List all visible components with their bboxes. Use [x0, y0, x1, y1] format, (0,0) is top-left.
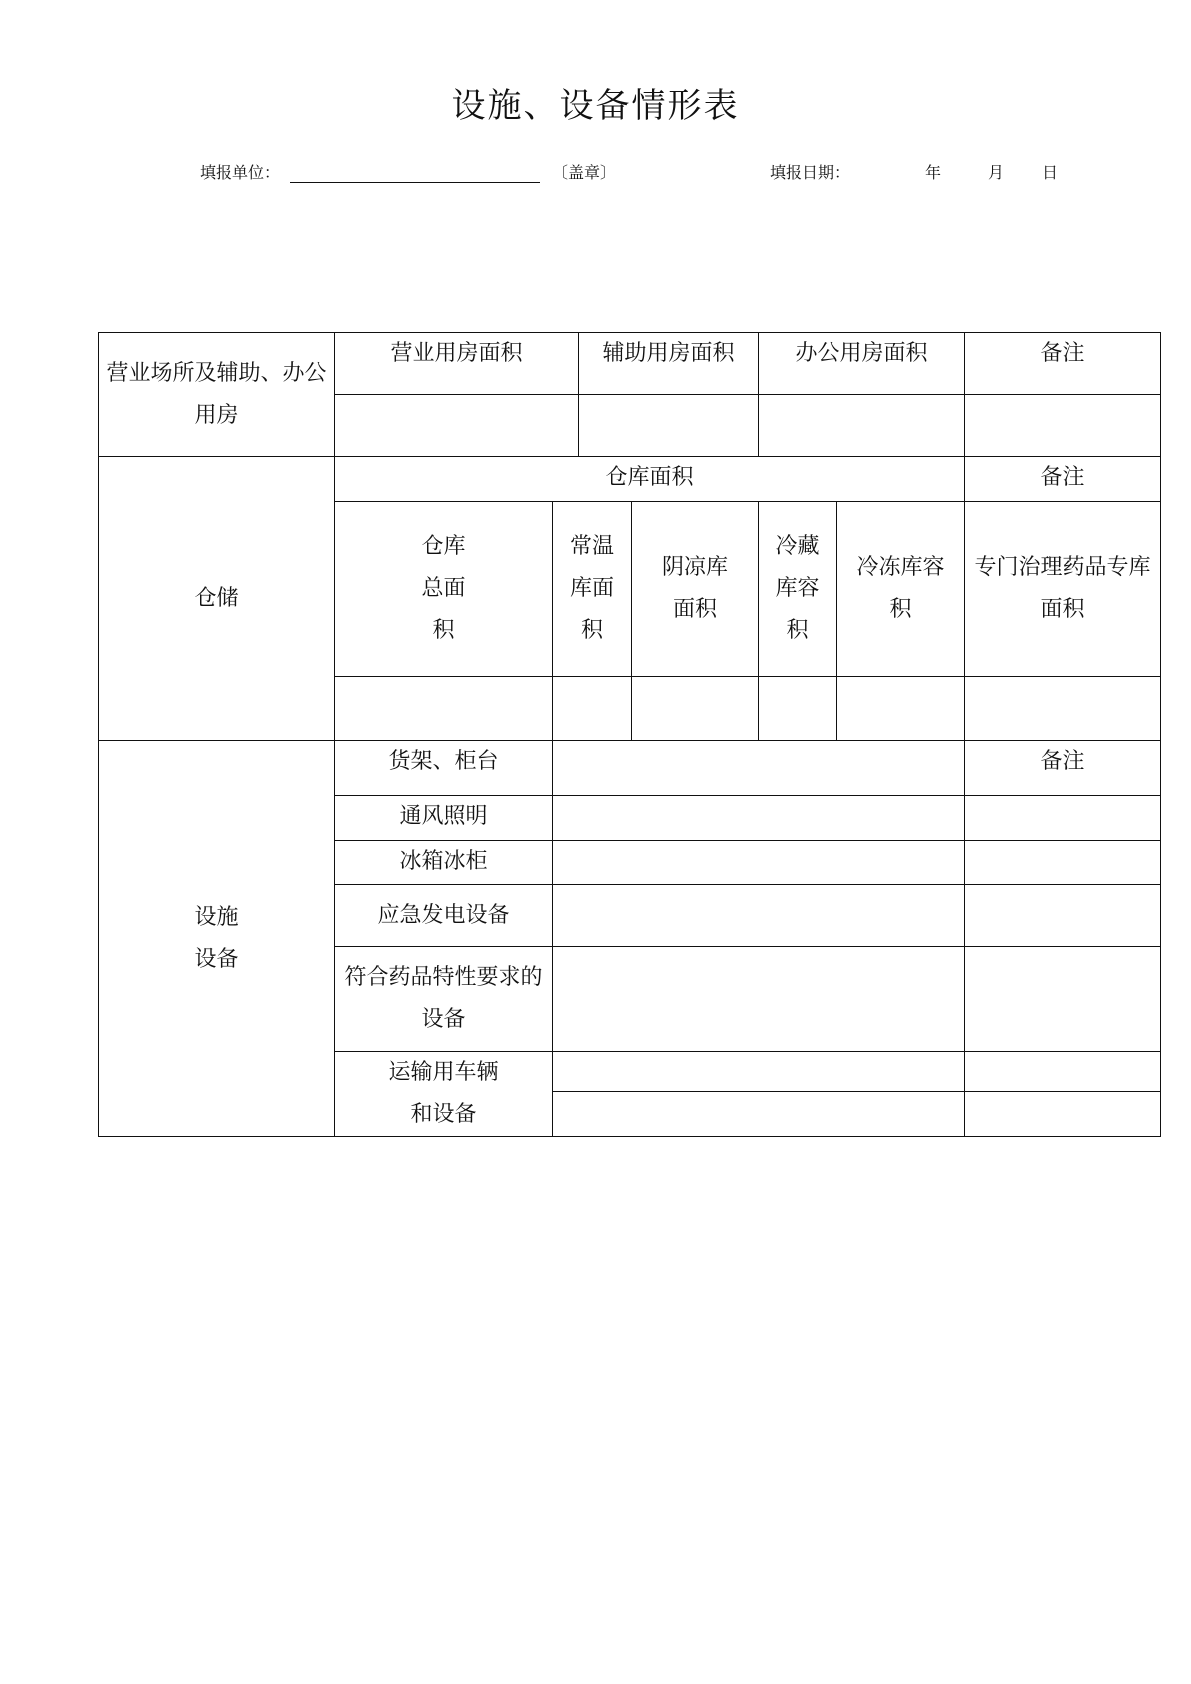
ventilation-value-cell[interactable] — [553, 796, 965, 841]
date-month-label: 月 — [988, 163, 1005, 182]
equipment-item-shelves: 货架、柜台 — [335, 741, 553, 796]
warehouse-area-header: 仓库面积 — [335, 457, 965, 502]
premises-remark-cell[interactable] — [965, 395, 1161, 457]
vehicles-remark-cell-2[interactable] — [965, 1092, 1161, 1137]
refrigerators-remark-cell[interactable] — [965, 841, 1161, 885]
equipment-item-drug-compliant: 符合药品特性要求的设备 — [335, 947, 553, 1052]
refrigerated-volume-header: 冷藏库容积 — [759, 502, 837, 677]
equipment-item-refrigerators: 冰箱冰柜 — [335, 841, 553, 885]
vehicles-value-cell-1[interactable] — [553, 1052, 965, 1092]
special-drug-area-header: 专门治理药品专库面积 — [965, 502, 1161, 677]
fill-date-label: 填报日期： — [770, 163, 851, 182]
office-area-header: 办公用房面积 — [759, 333, 965, 395]
storage-remark-header: 备注 — [965, 457, 1161, 502]
vehicles-value-cell-2[interactable] — [553, 1092, 965, 1137]
normal-temp-area-cell[interactable] — [553, 677, 632, 741]
cool-storage-area-header: 阴凉库面积 — [632, 502, 759, 677]
ventilation-remark-cell[interactable] — [965, 796, 1161, 841]
seal-note: 〔盖章〕 — [552, 163, 617, 182]
facilities-table — [98, 332, 1161, 1137]
equipment-item-ventilation: 通风照明 — [335, 796, 553, 841]
generator-remark-cell[interactable] — [965, 885, 1161, 947]
business-area-cell[interactable] — [335, 395, 579, 457]
drug-compliant-value-cell[interactable] — [553, 947, 965, 1052]
auxiliary-area-cell[interactable] — [579, 395, 759, 457]
fill-unit-input-line[interactable] — [290, 182, 540, 183]
date-day-label: 日 — [1042, 163, 1059, 182]
special-drug-area-cell[interactable] — [965, 677, 1161, 741]
office-area-cell[interactable] — [759, 395, 965, 457]
form-title: 设施、设备情形表 — [451, 86, 740, 126]
drug-compliant-remark-cell[interactable] — [965, 947, 1161, 1052]
total-warehouse-area-header: 仓库总面积 — [335, 502, 553, 677]
frozen-volume-header: 冷冻库容积 — [837, 502, 965, 677]
total-warehouse-area-cell[interactable] — [335, 677, 553, 741]
auxiliary-area-header: 辅助用房面积 — [579, 333, 759, 395]
business-area-header: 营业用房面积 — [335, 333, 579, 395]
generator-value-cell[interactable] — [553, 885, 965, 947]
equipment-row-label: 设施设备 — [99, 741, 335, 1137]
premises-remark-header: 备注 — [965, 333, 1161, 395]
normal-temp-area-header: 常温库面积 — [553, 502, 632, 677]
date-year-label: 年 — [925, 163, 942, 182]
storage-row-label: 仓储 — [99, 457, 335, 741]
premises-row-label: 营业场所及辅助、办公用房 — [99, 333, 335, 457]
cool-storage-area-cell[interactable] — [632, 677, 759, 741]
fill-unit-label: 填报单位： — [200, 163, 281, 182]
frozen-volume-cell[interactable] — [837, 677, 965, 741]
equipment-item-generator: 应急发电设备 — [335, 885, 553, 947]
shelves-value-cell[interactable] — [553, 741, 965, 796]
equipment-item-vehicles: 运输用车辆和设备 — [335, 1052, 553, 1137]
refrigerated-volume-cell[interactable] — [759, 677, 837, 741]
equipment-remark-header: 备注 — [965, 741, 1161, 796]
vehicles-remark-cell-1[interactable] — [965, 1052, 1161, 1092]
refrigerators-value-cell[interactable] — [553, 841, 965, 885]
